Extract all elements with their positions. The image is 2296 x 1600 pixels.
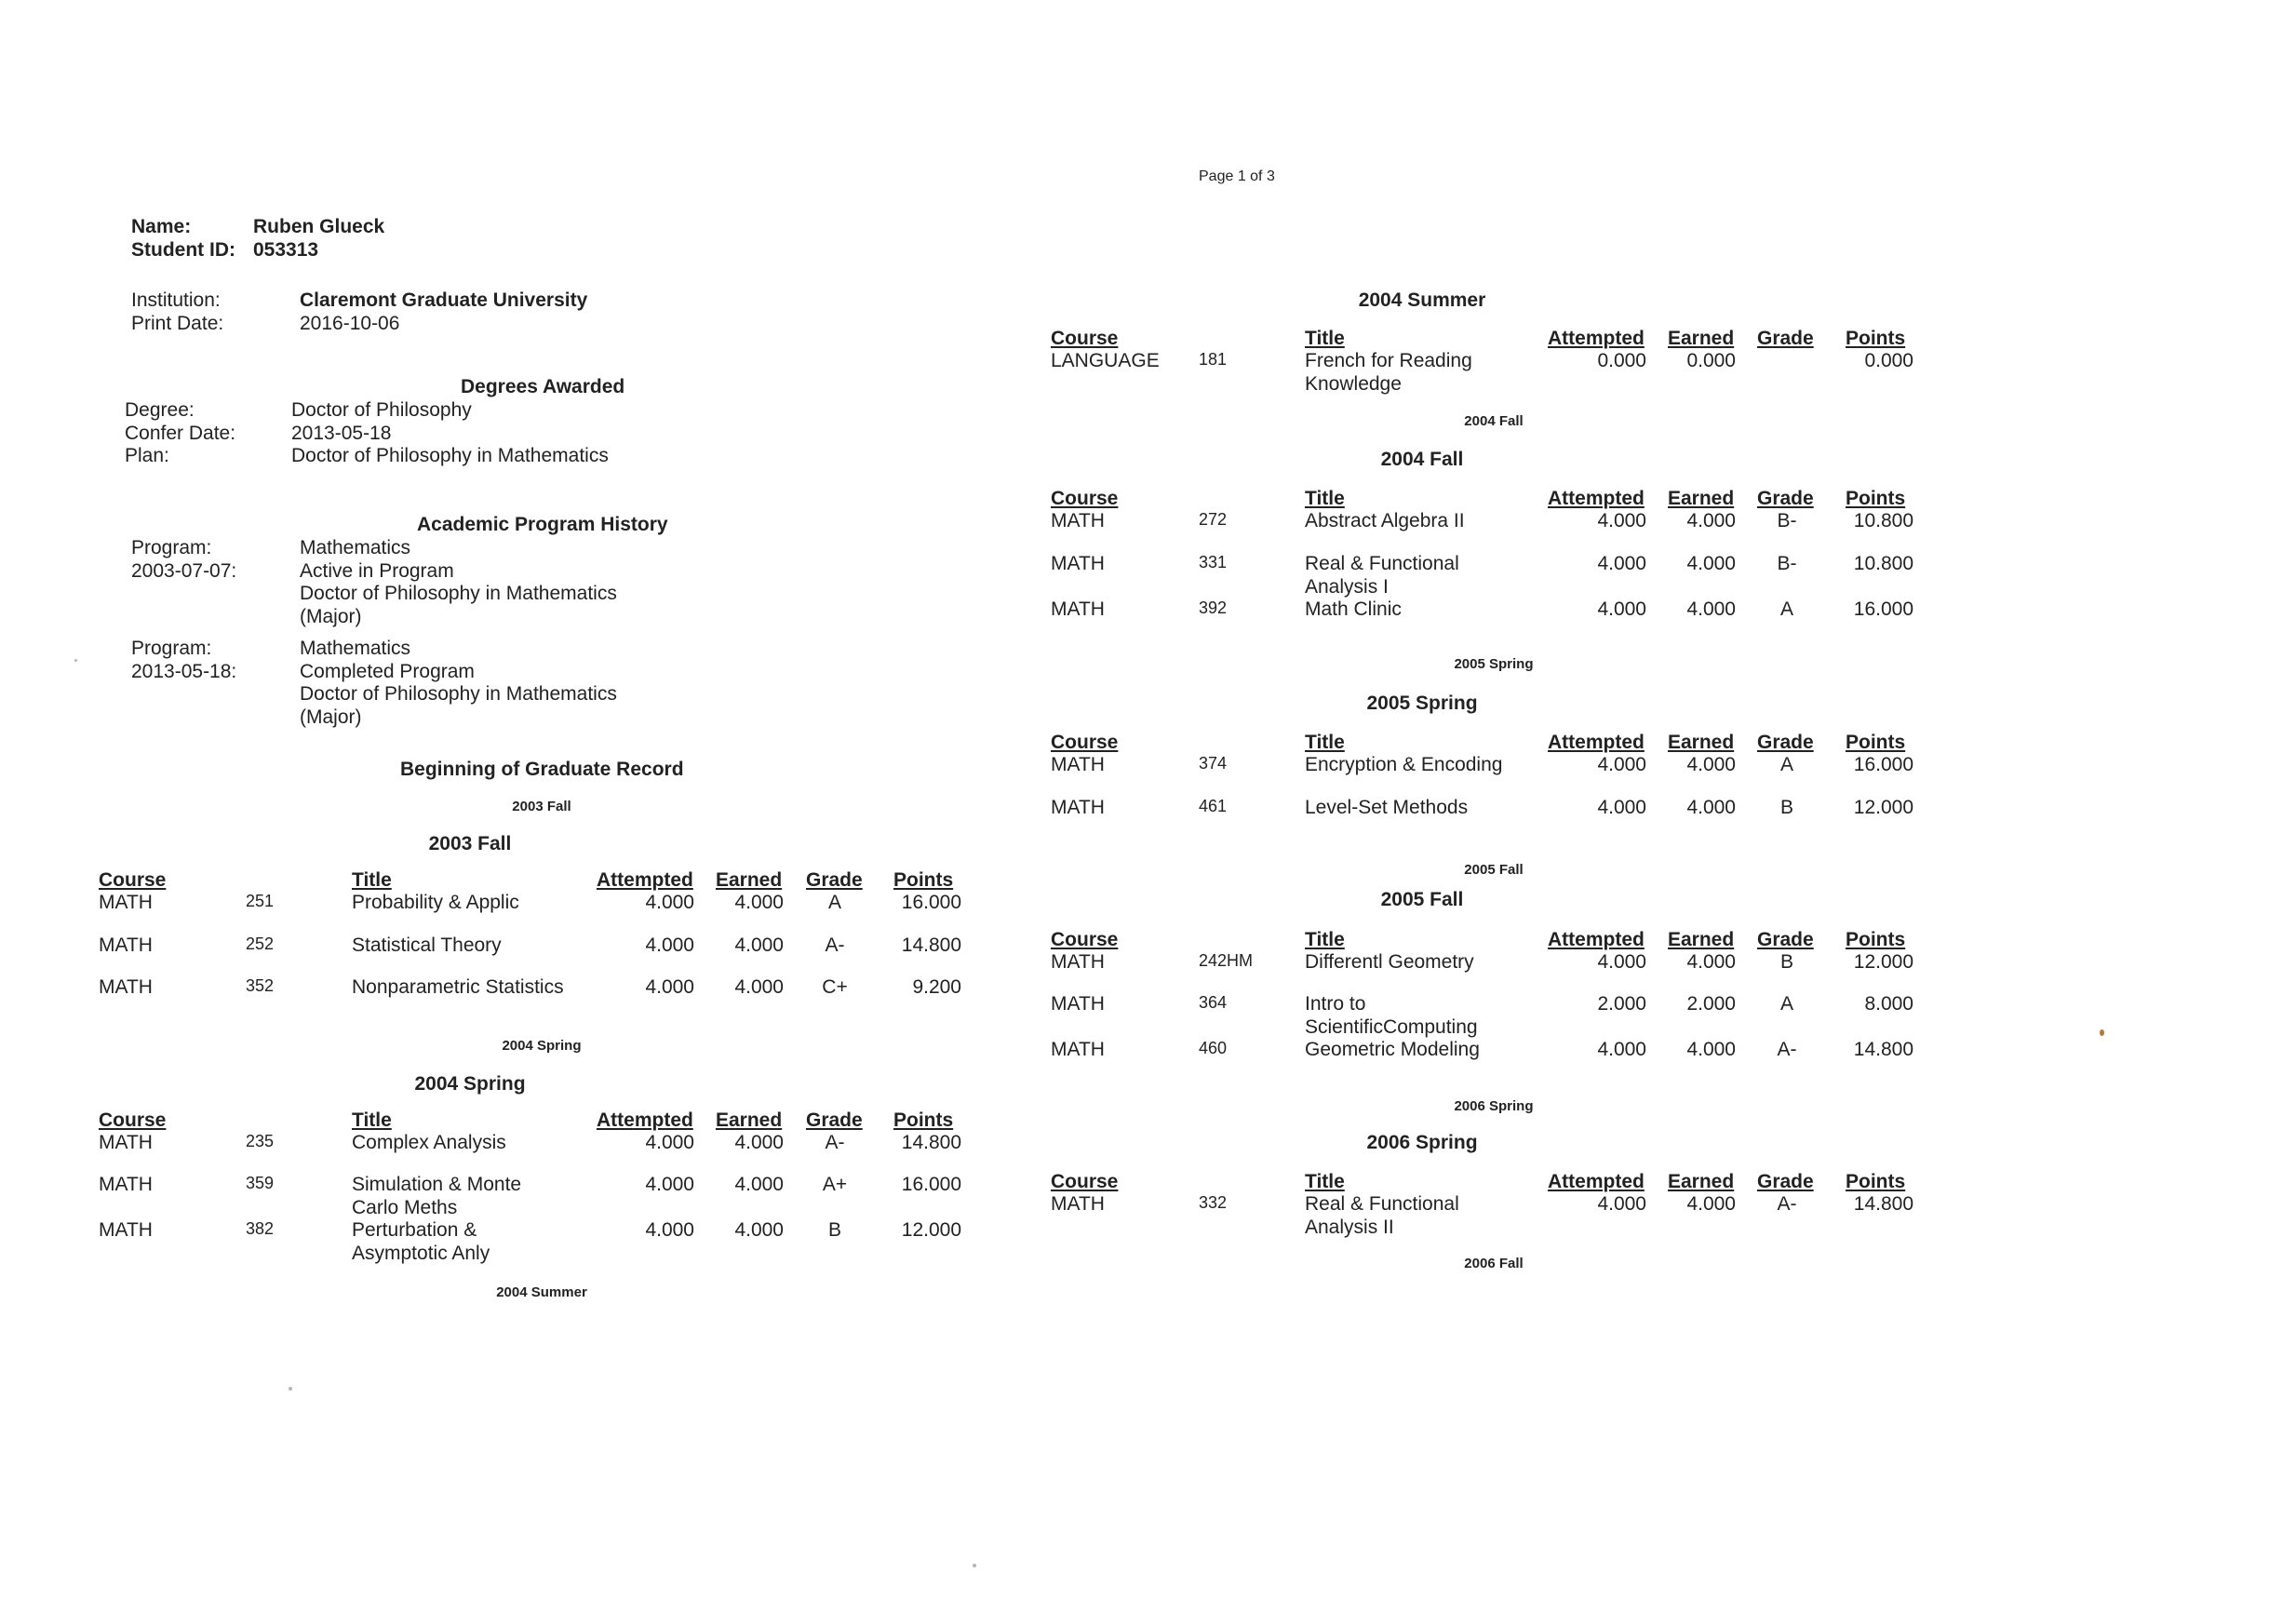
grade: A- <box>825 1132 845 1153</box>
earned-credits: 2.000 <box>1686 993 1736 1015</box>
print-date-label: Print Date: <box>131 313 224 334</box>
course-title: Analysis I <box>1305 575 1389 598</box>
earned-credits: 4.000 <box>1686 1193 1736 1215</box>
course-subject: MATH <box>99 934 153 956</box>
course-subject: MATH <box>1051 951 1105 973</box>
column-header-course: Course <box>1051 488 1119 509</box>
course-title: French for Reading <box>1305 350 1472 371</box>
degree-label: Degree: <box>125 399 195 421</box>
course-subject: MATH <box>1051 1193 1105 1215</box>
column-header-points: Points <box>1846 1171 1906 1192</box>
column-header-earned: Earned <box>1668 1171 1735 1192</box>
course-number: 364 <box>1199 993 1228 1012</box>
term-caption: 2006 Spring <box>1454 1098 1534 1114</box>
student-id: 053313 <box>253 239 319 261</box>
grade: B <box>1779 951 1793 973</box>
course-subject: MATH <box>99 1132 153 1153</box>
course-number: 332 <box>1199 1193 1228 1212</box>
grade-points: 12.000 <box>901 1219 961 1241</box>
plan-label: Plan: <box>125 445 169 466</box>
scan-speck <box>74 659 77 662</box>
column-header-grade: Grade <box>1757 929 1814 950</box>
column-header-grade: Grade <box>1757 1171 1814 1192</box>
grade: B- <box>1777 553 1797 574</box>
grade: A- <box>825 934 845 956</box>
column-header-points: Points <box>1846 488 1906 509</box>
column-header-title: Title <box>1305 328 1345 349</box>
course-subject: MATH <box>1051 797 1105 818</box>
grade-points: 12.000 <box>1853 951 1913 973</box>
grade: B <box>827 1219 841 1241</box>
program-date: 2003-07-07: <box>131 560 237 582</box>
grade-points: 12.000 <box>1853 797 1913 818</box>
scan-speck <box>2100 1029 2104 1036</box>
course-subject: MATH <box>1051 598 1105 620</box>
earned-credits: 4.000 <box>1686 754 1736 775</box>
term-title: 2004 Summer <box>1358 289 1486 311</box>
institution-name: Claremont Graduate University <box>300 289 588 311</box>
course-number: 359 <box>246 1174 275 1192</box>
course-title: ScientificComputing <box>1305 1015 1478 1038</box>
column-header-points: Points <box>1846 328 1906 349</box>
attempted-credits: 4.000 <box>645 976 694 998</box>
column-header-grade: Grade <box>806 869 863 891</box>
grade: A <box>1779 754 1793 775</box>
graduate-record-title: Beginning of Graduate Record <box>400 759 684 780</box>
term-title: 2004 Spring <box>414 1073 526 1095</box>
attempted-credits: 4.000 <box>1597 1039 1646 1060</box>
course-title: Knowledge <box>1305 372 1402 395</box>
term-caption: 2003 Fall <box>512 799 571 814</box>
column-header-attempted: Attempted <box>1548 328 1645 349</box>
program-detail-line: (Major) <box>300 706 362 728</box>
degrees-title: Degrees Awarded <box>461 376 625 397</box>
column-header-grade: Grade <box>1757 488 1814 509</box>
course-subject: MATH <box>1051 754 1105 775</box>
course-number: 374 <box>1199 754 1228 773</box>
course-subject: MATH <box>99 976 153 998</box>
column-header-title: Title <box>1305 1171 1345 1192</box>
term-caption: 2004 Spring <box>502 1038 582 1054</box>
term-caption: 2005 Spring <box>1454 656 1534 672</box>
term-caption: 2004 Fall <box>1464 413 1524 429</box>
column-header-grade: Grade <box>806 1109 863 1131</box>
attempted-credits: 4.000 <box>1597 797 1646 818</box>
program-date: 2013-05-18: <box>131 661 237 682</box>
attempted-credits: 4.000 <box>1597 553 1646 574</box>
course-number: 352 <box>246 976 275 995</box>
term-title: 2005 Spring <box>1366 692 1478 714</box>
course-subject: LANGUAGE <box>1051 350 1160 371</box>
course-subject: MATH <box>99 1174 153 1195</box>
earned-credits: 4.000 <box>734 934 784 956</box>
grade-points: 14.800 <box>1853 1039 1913 1060</box>
earned-credits: 4.000 <box>1686 951 1736 973</box>
course-number: 460 <box>1199 1039 1228 1057</box>
course-number: 272 <box>1199 510 1228 529</box>
course-subject: MATH <box>99 892 153 913</box>
course-title: Differentl Geometry <box>1305 951 1474 973</box>
grade-points: 9.200 <box>912 976 961 998</box>
grade-points: 10.800 <box>1853 510 1913 531</box>
column-header-grade: Grade <box>1757 732 1814 753</box>
course-number: 382 <box>246 1219 275 1238</box>
column-header-title: Title <box>1305 488 1345 509</box>
column-header-course: Course <box>1051 328 1119 349</box>
course-title: Intro to <box>1305 993 1366 1015</box>
term-title: 2006 Spring <box>1366 1132 1478 1153</box>
column-header-title: Title <box>352 869 392 891</box>
course-title: Real & Functional <box>1305 553 1459 574</box>
grade-points: 14.800 <box>1853 1193 1913 1215</box>
program-detail-line: (Major) <box>300 605 362 627</box>
term-title: 2005 Fall <box>1380 889 1464 910</box>
earned-credits: 4.000 <box>1686 598 1736 620</box>
program-detail-line: Mathematics <box>300 638 411 659</box>
attempted-credits: 4.000 <box>1597 510 1646 531</box>
course-subject: MATH <box>1051 553 1105 574</box>
attempted-credits: 4.000 <box>645 934 694 956</box>
column-header-earned: Earned <box>716 1109 783 1131</box>
course-subject: MATH <box>1051 993 1105 1015</box>
column-header-attempted: Attempted <box>1548 1171 1645 1192</box>
column-header-points: Points <box>893 1109 954 1131</box>
program-detail-line: Completed Program <box>300 660 475 682</box>
column-header-course: Course <box>99 869 167 891</box>
earned-credits: 4.000 <box>1686 1039 1736 1060</box>
course-title: Carlo Meths <box>352 1196 458 1218</box>
course-number: 242HM <box>1199 951 1254 970</box>
grade: A- <box>1777 1039 1797 1060</box>
grade: B <box>1779 797 1793 818</box>
earned-credits: 4.000 <box>734 892 784 913</box>
program-detail-line: Doctor of Philosophy in Mathematics <box>300 583 617 604</box>
earned-credits: 4.000 <box>734 1174 784 1195</box>
program-detail-line: Active in Program <box>300 559 454 582</box>
column-header-points: Points <box>893 869 954 891</box>
earned-credits: 4.000 <box>1686 510 1736 531</box>
column-header-points: Points <box>1846 929 1906 950</box>
program-detail-line: Doctor of Philosophy in Mathematics <box>300 683 617 705</box>
column-header-earned: Earned <box>1668 732 1735 753</box>
column-header-course: Course <box>1051 929 1119 950</box>
course-title: Analysis II <box>1305 1216 1394 1238</box>
attempted-credits: 4.000 <box>1597 951 1646 973</box>
program-detail-line: Mathematics <box>300 537 411 558</box>
column-header-earned: Earned <box>1668 328 1735 349</box>
scan-speck <box>289 1387 292 1391</box>
grade-points: 16.000 <box>1853 598 1913 620</box>
column-header-attempted: Attempted <box>597 1109 693 1131</box>
student-name: Ruben Glueck <box>253 216 385 237</box>
course-subject: MATH <box>1051 1039 1105 1060</box>
course-number: 392 <box>1199 598 1228 617</box>
column-header-title: Title <box>352 1109 392 1131</box>
term-caption: 2006 Fall <box>1464 1256 1524 1271</box>
scan-speck <box>973 1564 976 1567</box>
column-header-title: Title <box>1305 929 1345 950</box>
student-id-label: Student ID: <box>131 239 235 261</box>
course-title: Abstract Algebra II <box>1305 510 1465 531</box>
grade-points: 16.000 <box>901 892 961 913</box>
attempted-credits: 2.000 <box>1597 993 1646 1015</box>
grade-points: 0.000 <box>1864 350 1913 371</box>
course-title: Probability & Applic <box>352 892 519 913</box>
attempted-credits: 4.000 <box>1597 754 1646 775</box>
course-title: Math Clinic <box>1305 598 1402 620</box>
page-number: Page 1 of 3 <box>1199 168 1275 184</box>
program-label: Program: <box>131 638 212 659</box>
grade: A <box>1779 993 1793 1015</box>
column-header-attempted: Attempted <box>1548 488 1645 509</box>
earned-credits: 4.000 <box>734 1132 784 1153</box>
grade-points: 10.800 <box>1853 553 1913 574</box>
grade: B- <box>1777 510 1797 531</box>
grade-points: 14.800 <box>901 1132 961 1153</box>
attempted-credits: 0.000 <box>1597 350 1646 371</box>
attempted-credits: 4.000 <box>1597 598 1646 620</box>
course-number: 235 <box>246 1132 275 1150</box>
course-title: Real & Functional <box>1305 1193 1459 1215</box>
attempted-credits: 4.000 <box>645 892 694 913</box>
course-number: 461 <box>1199 797 1228 815</box>
course-number: 331 <box>1199 553 1228 571</box>
course-subject: MATH <box>99 1219 153 1241</box>
earned-credits: 4.000 <box>734 1219 784 1241</box>
term-caption: 2004 Summer <box>496 1284 587 1300</box>
column-header-course: Course <box>1051 1171 1119 1192</box>
earned-credits: 4.000 <box>1686 553 1736 574</box>
earned-credits: 4.000 <box>1686 797 1736 818</box>
course-title: Perturbation & <box>352 1219 477 1241</box>
term-caption: 2005 Fall <box>1464 862 1524 878</box>
program-label: Program: <box>131 537 212 558</box>
course-title: Nonparametric Statistics <box>352 976 564 998</box>
course-title: Statistical Theory <box>352 934 502 956</box>
column-header-attempted: Attempted <box>1548 732 1645 753</box>
column-header-earned: Earned <box>716 869 783 891</box>
course-number: 252 <box>246 934 275 953</box>
grade-points: 16.000 <box>1853 754 1913 775</box>
column-header-course: Course <box>99 1109 167 1131</box>
attempted-credits: 4.000 <box>1597 1193 1646 1215</box>
course-number: 251 <box>246 892 275 910</box>
course-title: Level-Set Methods <box>1305 797 1469 818</box>
grade-points: 14.800 <box>901 934 961 956</box>
term-title: 2003 Fall <box>428 833 512 854</box>
name-label: Name: <box>131 216 192 237</box>
column-header-title: Title <box>1305 732 1345 753</box>
attempted-credits: 4.000 <box>645 1174 694 1195</box>
course-title: Asymptotic Anly <box>352 1242 490 1264</box>
plan-value: Doctor of Philosophy in Mathematics <box>291 445 609 466</box>
grade: A <box>827 892 841 913</box>
course-title: Encryption & Encoding <box>1305 754 1503 775</box>
degree-value: Doctor of Philosophy <box>291 399 472 421</box>
program-history-title: Academic Program History <box>417 514 668 535</box>
column-header-points: Points <box>1846 732 1906 753</box>
course-title: Simulation & Monte <box>352 1174 522 1195</box>
grade-points: 8.000 <box>1864 993 1913 1015</box>
attempted-credits: 4.000 <box>645 1132 694 1153</box>
earned-credits: 0.000 <box>1686 350 1736 371</box>
term-title: 2004 Fall <box>1380 449 1464 470</box>
course-number: 181 <box>1199 350 1228 369</box>
course-subject: MATH <box>1051 510 1105 531</box>
column-header-earned: Earned <box>1668 488 1735 509</box>
earned-credits: 4.000 <box>734 976 784 998</box>
attempted-credits: 4.000 <box>645 1219 694 1241</box>
course-title: Geometric Modeling <box>1305 1039 1480 1060</box>
column-header-course: Course <box>1051 732 1119 753</box>
grade: A- <box>1777 1193 1797 1215</box>
grade: A <box>1779 598 1793 620</box>
print-date: 2016-10-06 <box>300 313 400 334</box>
grade-points: 16.000 <box>901 1174 961 1195</box>
institution-label: Institution: <box>131 289 221 311</box>
confer-date-label: Confer Date: <box>125 423 236 444</box>
column-header-attempted: Attempted <box>1548 929 1645 950</box>
column-header-grade: Grade <box>1757 328 1814 349</box>
course-title: Complex Analysis <box>352 1132 506 1153</box>
confer-date: 2013-05-18 <box>291 423 392 444</box>
grade: A+ <box>822 1174 848 1195</box>
column-header-earned: Earned <box>1668 929 1735 950</box>
grade: C+ <box>822 976 848 998</box>
column-header-attempted: Attempted <box>597 869 693 891</box>
